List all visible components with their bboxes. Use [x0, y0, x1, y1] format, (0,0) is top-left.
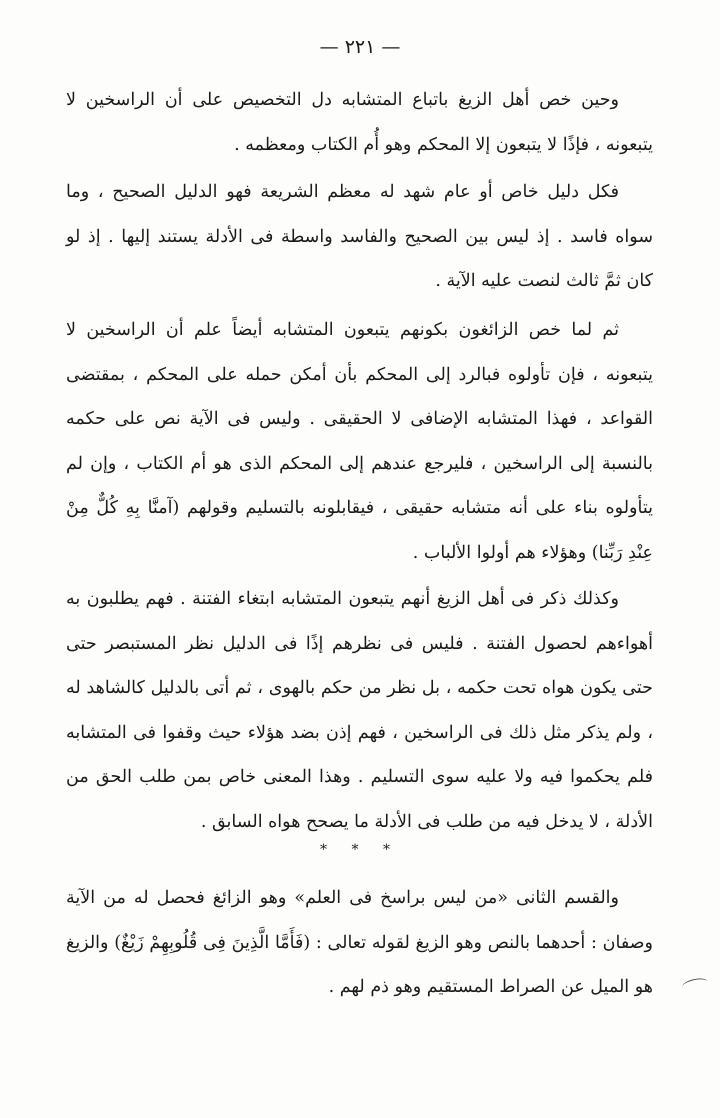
- paragraph-5: [66, 876, 653, 1010]
- paragraph-3: [66, 308, 653, 575]
- paragraph-text: وكذلك ذكر فى أهل الزيغ أنهم يتبعون المتشابه ابتغاء الفتنة . فهم يطلبون به أهواءهم لحصول الفتنة . فليس فى نظرهم إذًا فى الدليل نظر المستبصر حتى حتى يكون هواه تحت حكمه ، بل نظر من حكم بالهوى ، ثم أتى بالدليل كالشاهد له ، ولم يذكر مثل ذلك فى الراسخين ، فهم إذن بضد هؤلاء حيث وقفوا فى المتشابه فلم يحكموا فيه ولا عليه سوى التسليم . وهذا المعنى خاص بمن طلب الحق من الأدلة ، لا يدخل فيه من طلب فى الأدلة ما يصحح هواه السابق .: [66, 589, 653, 832]
- paragraph-1: [66, 78, 653, 167]
- section-separator: * * *: [320, 842, 400, 858]
- margin-pen-mark: [681, 976, 709, 992]
- paragraph-4: [66, 577, 653, 844]
- paragraph-text: وحين خص أهل الزيغ باتباع المتشابه دل التخصيص على أن الراسخين لا يتبعونه ، فإذًا لا يتبعون إلا المحكم وهو أُم الكتاب ومعظمه .: [66, 90, 653, 155]
- paragraph-text: ثم لما خص الزائغون بكونهم يتبعون المتشابه أيضاً علم أن الراسخين لا يتبعونه ، فإن تأولوه فبالرد إلى المحكم بأن أمكن حمله على المحكم ، بمقتضى القواعد ، فهذا المتشابه الإضافى لا الحقيقى . وليس فى الآية نص على حكمه بالنسبة إلى الراسخين ، فليرجع عندهم إلى المحكم الذى هو أم الكتاب ، وإن لم يتأولوه بناء على أنه متشابه حقيقى ، فيقابلونه بالتسليم وقولهم (آمنَّا بِهِ كُلٌّ مِنْ عِنْدِ رَبِّنا) وهؤلاء هم أولوا الألباب .: [66, 320, 653, 563]
- paragraph-2: [66, 170, 653, 304]
- paragraph-text: فكل دليل خاص أو عام شهد له معظم الشريعة فهو الدليل الصحيح ، وما سواه فاسد . إذ ليس بين الصحيح والفاسد واسطة فى الأدلة يستند إليها . إذ لو كان ثمَّ ثالث لنصت عليه الآية .: [66, 182, 653, 291]
- page-number: — ٢٢١ —: [319, 36, 401, 58]
- paragraph-text: والقسم الثانى «من ليس براسخ فى العلم» وهو الزائغ فحصل له من الآية وصفان : أحدهما بالنص وهو الزيغ لقوله تعالى : (فَأَمَّا الَّذِينَ فِى قُلُوبِهِمْ زَيْغٌ) والزيغ هو الميل عن الصراط المستقيم وهو ذم لهم .: [66, 888, 653, 997]
